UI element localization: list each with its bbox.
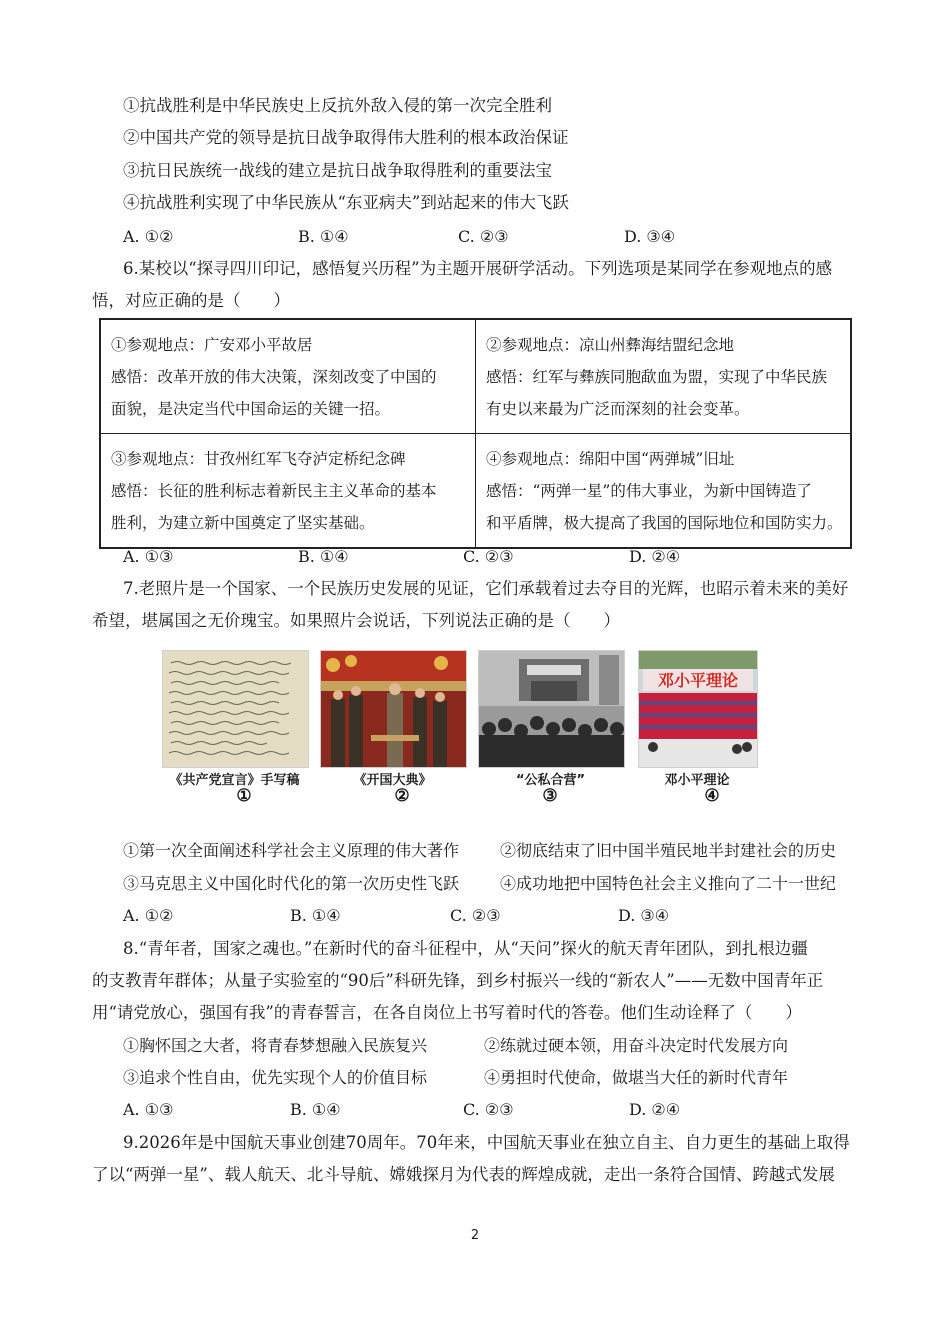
q6-visit-table bbox=[99, 318, 852, 549]
q8-statement-1: ①胸怀国之大者，将青春梦想融入民族复兴 bbox=[123, 1036, 428, 1055]
q6-cell-2-insight-1: 感悟：红军与彝族同胞歃血为盟，实现了中华民族 bbox=[486, 368, 828, 386]
parade-banner-text: 邓小平理论 bbox=[657, 673, 739, 690]
q5-statement-1: ①抗战胜利是中华民族史上反抗外敌入侵的第一次完全胜利 bbox=[123, 96, 552, 115]
q5-option-b: B. ①④ bbox=[298, 227, 349, 246]
q6-cell-2-insight-2: 有史以来最为广泛而深刻的社会变革。 bbox=[486, 400, 750, 418]
q7-statement-3: ③马克思主义中国化时代化的第一次历史性飞跃 bbox=[123, 874, 460, 893]
q6-cell-1 bbox=[100, 319, 476, 434]
q6-option-d: D. ②④ bbox=[629, 547, 681, 566]
q7-stem-line-2: 希望，堪属国之无价瑰宝。如果照片会说话，下列说法正确的是（ ） bbox=[92, 611, 620, 630]
ceremony-image bbox=[321, 651, 466, 767]
q9-stem-line-1: 9.2026年是中国航天事业创建70周年。70年来，中国航天事业在独立自主、自力更生的基础上取得 bbox=[123, 1133, 850, 1152]
q8-stem-line-3: 用“请党放心，强国有我”的青春誓言，在各自岗位上书写着时代的答卷。他们生动诠释了（ ） bbox=[92, 1003, 802, 1022]
q6-stem-line-2: 悟，对应正确的是（ ） bbox=[92, 291, 290, 310]
q6-cell-3 bbox=[100, 434, 476, 549]
q8-option-c: C. ②③ bbox=[463, 1100, 514, 1119]
page-number: 2 bbox=[470, 1228, 480, 1243]
q5-statement-2: ②中国共产党的领导是抗日战争取得伟大胜利的根本政治保证 bbox=[123, 128, 569, 147]
q6-cell-3-site: ③参观地点：甘孜州红军飞夺泸定桥纪念碑 bbox=[111, 450, 406, 468]
q8-statement-4: ④勇担时代使命，做堪当大任的新时代青年 bbox=[484, 1068, 789, 1087]
q5-option-c: C. ②③ bbox=[458, 227, 509, 246]
q8-option-b: B. ①④ bbox=[290, 1100, 341, 1119]
q8-statement-3: ③追求个性自由，优先实现个人的价值目标 bbox=[123, 1068, 428, 1087]
photo-founding-ceremony bbox=[320, 650, 467, 768]
q6-option-a: A. ①③ bbox=[123, 547, 174, 566]
parade-image bbox=[639, 651, 757, 767]
photo-1-caption: 《共产党宣言》手写稿 bbox=[169, 773, 300, 788]
q6-cell-4 bbox=[476, 434, 852, 549]
photo-3-number: ③ bbox=[542, 786, 558, 806]
q5-option-d: D. ③④ bbox=[624, 227, 676, 246]
photo-deng-theory-parade bbox=[638, 650, 758, 768]
q7-statement-4: ④成功地把中国特色社会主义推向了二十一世纪 bbox=[500, 874, 837, 893]
q6-cell-3-insight-1: 感悟：长征的胜利标志着新民主主义革命的基本 bbox=[111, 482, 437, 500]
q7-stem-line-1: 7.老照片是一个国家、一个民族历史发展的见证，它们承载着过去夺目的光辉，也昭示着未来的美好 bbox=[123, 579, 849, 598]
photo-3-caption: “公私合营” bbox=[515, 773, 586, 788]
q5-statement-4: ④抗战胜利实现了中华民族从“东亚病夫”到站起来的伟大飞跃 bbox=[123, 193, 569, 212]
q8-option-d: D. ②④ bbox=[629, 1100, 681, 1119]
q8-statement-2: ②练就过硬本领，用奋斗决定时代发展方向 bbox=[484, 1036, 789, 1055]
q8-stem-line-1: 8.“青年者，国家之魂也。”在新时代的奋斗征程中，从“天问”探火的航天青年团队，到扎根边疆 bbox=[123, 939, 808, 958]
q6-option-b: B. ①④ bbox=[298, 547, 349, 566]
q7-option-d: D. ③④ bbox=[618, 906, 670, 925]
q6-cell-3-insight-2: 胜利，为建立新中国奠定了坚实基础。 bbox=[111, 514, 375, 532]
q8-stem-line-2: 的支教青年群体；从量子实验室的“90后”科研先锋，到乡村振兴一线的“新农人”——无数中国青年正 bbox=[92, 971, 824, 990]
q6-cell-1-site: ①参观地点：广安邓小平故居 bbox=[111, 336, 313, 354]
q7-statement-2: ②彻底结束了旧中国半殖民地半封建社会的历史 bbox=[500, 841, 837, 860]
q7-option-b: B. ①④ bbox=[290, 906, 341, 925]
q6-cell-4-insight-2: 和平盾牌，极大提高了我国的国际地位和国防实力。 bbox=[486, 514, 843, 532]
q6-cell-2 bbox=[476, 319, 852, 434]
q5-option-a: A. ①② bbox=[123, 227, 174, 246]
manuscript-image bbox=[163, 651, 308, 767]
q9-stem-line-2: 了以“两弹一星”、载人航天、北斗导航、嫦娥探月为代表的辉煌成就，走出一条符合国情、跨越式发展 bbox=[92, 1165, 835, 1184]
q7-option-a: A. ①② bbox=[123, 906, 174, 925]
q6-cell-1-insight-2: 面貌，是决定当代中国命运的关键一招。 bbox=[111, 400, 391, 418]
photo-4-number: ④ bbox=[704, 786, 720, 806]
q5-statement-3: ③抗日民族统一战线的建立是抗日战争取得胜利的重要法宝 bbox=[123, 161, 552, 180]
photo-manifesto-manuscript bbox=[162, 650, 309, 768]
public-private-image bbox=[479, 651, 624, 767]
photo-public-private bbox=[478, 650, 625, 768]
q7-statement-1: ①第一次全面阐述科学社会主义原理的伟大著作 bbox=[123, 841, 460, 860]
photo-4-caption: 邓小平理论 bbox=[664, 773, 730, 788]
q7-option-c: C. ②③ bbox=[450, 906, 501, 925]
photo-2-number: ② bbox=[394, 786, 410, 806]
q6-cell-2-site: ②参观地点：凉山州彝海结盟纪念地 bbox=[486, 336, 735, 354]
photo-1-number: ① bbox=[236, 786, 252, 806]
q6-cell-4-site: ④参观地点：绵阳中国“两弹城”旧址 bbox=[486, 450, 735, 468]
q6-cell-4-insight-1: 感悟：“两弹一星”的伟大事业，为新中国铸造了 bbox=[486, 482, 812, 500]
photo-2-caption: 《开国大典》 bbox=[353, 773, 432, 788]
q6-cell-1-insight-1: 感悟：改革开放的伟大决策，深刻改变了中国的 bbox=[111, 368, 437, 386]
q6-stem-line-1: 6.某校以“探寻四川印记，感悟复兴历程”为主题开展研学活动。下列选项是某同学在参观地点的感 bbox=[123, 259, 833, 278]
q8-option-a: A. ①③ bbox=[123, 1100, 174, 1119]
q6-option-c: C. ②③ bbox=[463, 547, 514, 566]
